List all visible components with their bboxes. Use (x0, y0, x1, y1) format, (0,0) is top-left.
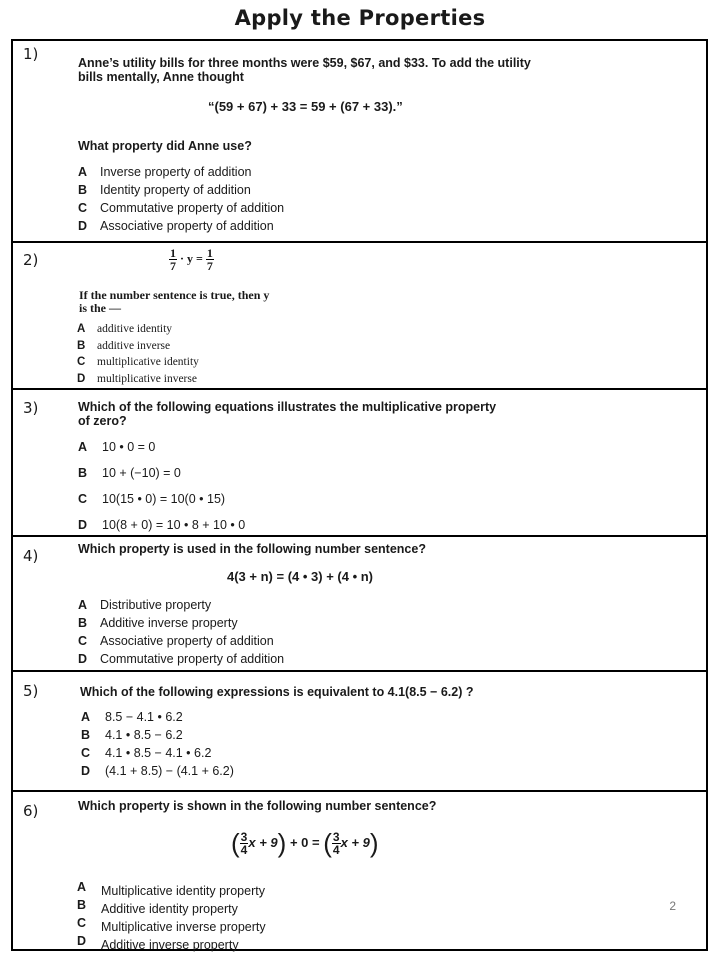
question-6 (13, 792, 706, 952)
question-stem-line-2: of zero? (78, 414, 127, 428)
choice-text: Identity property of addition (100, 183, 251, 197)
choice-letter: C (81, 746, 91, 760)
choice-text: 10(15 • 0) = 10(0 • 15) (102, 492, 226, 506)
choice-text: 10(8 + 0) = 10 • 8 + 10 • 0 (102, 518, 246, 532)
choice-text: Commutative property of addition (100, 201, 285, 215)
choice-letter: B (78, 616, 88, 630)
choice-letter: A (81, 710, 91, 724)
question-stem-line-2: is the — (79, 301, 121, 315)
choice-letter: D (77, 934, 87, 948)
fraction: $\frac{3}{4}$ (332, 830, 340, 857)
choice-text: additive inverse (97, 340, 171, 352)
question-prompt: What property did Anne use? (78, 139, 252, 153)
choice-letter: C (77, 356, 86, 368)
question-1 (13, 41, 706, 243)
choice-text: Additive inverse property (100, 616, 238, 630)
choice-text: 8.5 − 4.1 • 6.2 (105, 710, 183, 724)
choice-letter: A (77, 880, 87, 894)
question-stem-line-1: Anne’s utility bills for three months were $59, $67, and $33. To add the utility (78, 56, 531, 70)
choice-text: (4.1 + 8.5) − (4.1 + 6.2) (105, 764, 234, 778)
question-stem-line-1: Which property is used in the following number sentence? (78, 542, 426, 556)
page-title: Apply the Properties (234, 6, 486, 30)
equation: ( $\frac{3}{4}$ x + 9) + 0 = ( $\frac{3}{4}$ x + 9) (231, 828, 379, 858)
choice-text: Associative property of addition (100, 634, 274, 648)
equation: “(59 + 67) + 33 = 59 + (67 + 33).” (208, 99, 403, 114)
choice-text: 10 + (−10) = 0 (102, 466, 181, 480)
question-stem-line-1: Which property is shown in the following number sentence? (78, 799, 437, 813)
fraction: $\frac{3}{4}$ (240, 830, 248, 857)
choice-text: multiplicative inverse (97, 373, 197, 385)
equation: 4(3 + n) = (4 • 3) + (4 • n) (227, 569, 374, 584)
question-4 (13, 537, 706, 672)
question-number: 3) (23, 399, 39, 417)
choice-letter: C (78, 634, 88, 648)
question-number: 6) (23, 802, 39, 820)
choice-text: Inverse property of addition (100, 165, 252, 179)
question-5 (13, 672, 706, 792)
choice-text: 4.1 • 8.5 − 6.2 (105, 728, 183, 742)
choice-text: Associative property of addition (100, 219, 274, 233)
fraction: $\frac{1}{7}$ (206, 246, 213, 273)
question-stem-line-1: Which of the following equations illustrates the multiplicative property (78, 400, 497, 414)
question-number: 4) (23, 547, 39, 565)
choice-letter: A (77, 323, 86, 335)
question-2 (13, 243, 706, 390)
choice-text: Distributive property (100, 598, 212, 612)
choice-letter: B (78, 183, 88, 197)
choice-letter: C (78, 201, 88, 215)
question-number: 2) (23, 251, 39, 269)
choice-letter: A (78, 165, 88, 179)
choice-letter: A (78, 440, 88, 454)
choice-letter: B (78, 466, 88, 480)
choice-letter: C (78, 492, 88, 506)
choice-text: 4.1 • 8.5 − 4.1 • 6.2 (105, 746, 212, 760)
worksheet-frame (11, 39, 708, 951)
question-stem-line-1: If the number sentence is true, then y (79, 288, 270, 302)
question-3 (13, 390, 706, 537)
question-stem-line-1: Which of the following expressions is equivalent to 4.1(8.5 − 6.2) ? (80, 685, 474, 699)
equation: $\frac{1}{7}$ · y = $\frac{1}{7}$ (170, 246, 213, 273)
choice-text: additive identity (97, 323, 173, 335)
choice-text: Additive inverse property (101, 938, 239, 952)
choice-letter: B (81, 728, 91, 742)
choice-text: Multiplicative identity property (101, 884, 265, 898)
choice-text: 10 • 0 = 0 (102, 440, 156, 454)
question-stem-line-2: bills mentally, Anne thought (78, 70, 244, 84)
choice-letter: D (77, 373, 86, 385)
choice-letter: A (78, 598, 88, 612)
choice-text: multiplicative identity (97, 356, 199, 368)
choice-letter: D (81, 764, 91, 778)
choice-letter: B (77, 340, 86, 352)
choice-text: Multiplicative inverse property (101, 920, 266, 934)
choice-letter: D (78, 652, 88, 666)
choice-letter: D (78, 219, 88, 233)
choice-text: Commutative property of addition (100, 652, 285, 666)
question-number: 1) (23, 45, 39, 63)
page-number: 2 (669, 899, 676, 913)
question-number: 5) (23, 682, 39, 700)
choice-text: Additive identity property (101, 902, 238, 916)
fraction: $\frac{1}{7}$ (170, 246, 176, 273)
choice-letter: D (78, 518, 88, 532)
choice-letter: C (77, 916, 87, 930)
choice-letter: B (77, 898, 87, 912)
